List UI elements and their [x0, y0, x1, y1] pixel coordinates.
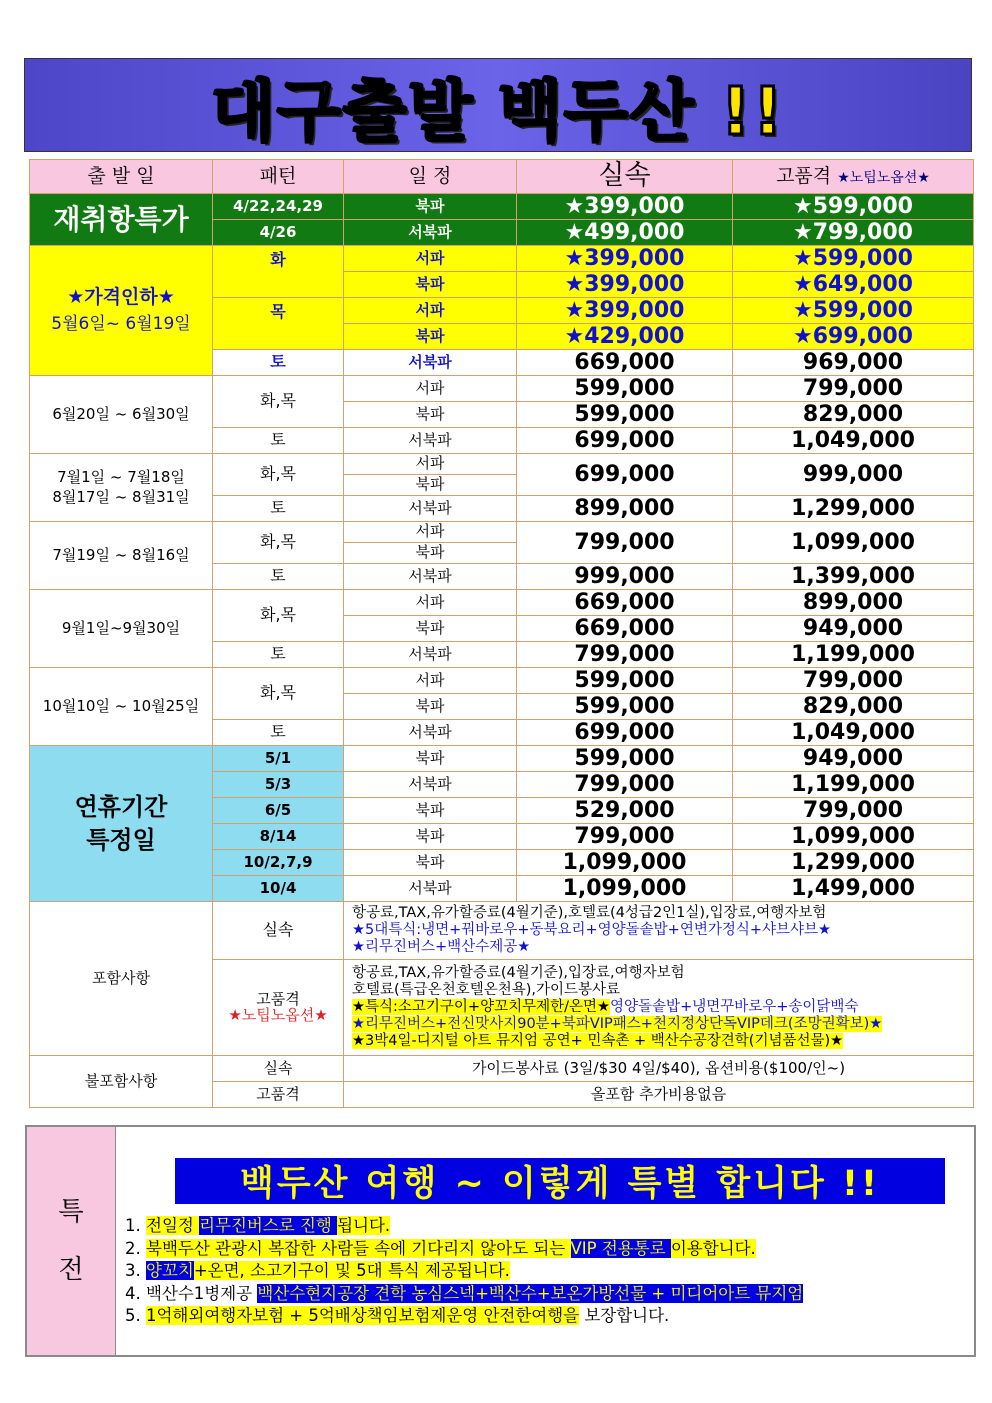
premium-price-cell: 799,000: [733, 668, 974, 694]
period-label: 10월10일 ~ 10월25일: [30, 668, 213, 746]
included-label: 포함사항: [30, 902, 213, 1056]
pattern-cell: 6/5: [213, 798, 344, 824]
premium-price-cell: 799,000: [733, 798, 974, 824]
route-cell: 서파: [344, 246, 517, 272]
standard-price-cell: 529,000: [517, 798, 733, 824]
header-premium-note: ★노팁노옵션★: [837, 169, 930, 186]
list-highlight: 이용합니다.: [670, 1238, 756, 1258]
banner-title-departure: 대구출발: [211, 72, 475, 150]
route-cell: 서북파: [344, 876, 517, 902]
standard-price-cell: 669,000: [517, 590, 733, 616]
benefits-side-char: 전: [58, 1255, 84, 1285]
table-row: [30, 1056, 974, 1082]
premium-price-cell: 949,000: [733, 746, 974, 772]
standard-price-cell: ★399,000: [517, 272, 733, 298]
benefits-side-label: [27, 1127, 116, 1355]
header-departure: 출 발 일: [30, 160, 213, 194]
premium-price-cell: 1,099,000: [733, 522, 974, 564]
excluded-label: 불포함사항: [30, 1056, 213, 1108]
route-cell: 서북파: [344, 220, 517, 246]
pattern-cell: 10/2,7,9: [213, 850, 344, 876]
header-pattern: 패턴: [213, 160, 344, 194]
special-price-label: 재취항특가: [30, 194, 213, 246]
standard-price-cell: ★499,000: [517, 220, 733, 246]
list-text: 2.: [125, 1238, 146, 1258]
route-cell: 서북파: [344, 496, 517, 522]
included-highlight: ★리무진버스+전신맛사지90분+북파VIP패스+천지정상단독VIP데크(조망권확보)★: [352, 1016, 883, 1033]
standard-price-cell: 599,000: [517, 402, 733, 428]
excluded-premium-text: 올포함 추가비용없음: [344, 1082, 974, 1108]
table-row: [30, 454, 974, 475]
table-row: [30, 668, 974, 694]
route-cell: 서북파: [344, 564, 517, 590]
route-cell: 북파: [344, 746, 517, 772]
list-highlight: VIP 전용통로: [570, 1238, 671, 1258]
pattern-cell: 10/4: [213, 876, 344, 902]
included-line: [352, 1016, 965, 1033]
premium-price-cell: 829,000: [733, 694, 974, 720]
list-text: 5.: [125, 1306, 146, 1325]
premium-price-cell: 1,399,000: [733, 564, 974, 590]
route-cell: 북파: [344, 402, 517, 428]
list-highlight: 전일정: [146, 1216, 200, 1235]
banner-title-destination: 백두산 !!: [498, 72, 785, 150]
list-highlight: 리무진버스로 진행: [199, 1216, 338, 1235]
included-line: [352, 999, 965, 1016]
list-highlight: 북백두산 관광시 복잡한 사람들 속에 기다리지 않아도 되는: [146, 1238, 571, 1258]
table-row: [30, 590, 974, 616]
pattern-cell: 화,목: [213, 376, 344, 428]
excluded-standard-text: 가이드봉사료 (3일/$30 4일/$40), 옵션비용($100/인~): [344, 1056, 974, 1082]
pattern-cell: 화,목: [213, 668, 344, 720]
list-highlight: 백산수현지공장 견학 농심스넥+백산수+보온가방선물 + 미디어아트 뮤지엄: [257, 1283, 804, 1303]
header-itinerary: 일 정: [344, 160, 517, 194]
benefits-list: [125, 1215, 970, 1328]
benefits-side-char: 특: [58, 1197, 84, 1227]
standard-price-cell: ★399,000: [517, 246, 733, 272]
period-label: 7월19일 ~ 8월16일: [30, 522, 213, 590]
list-item: [125, 1305, 970, 1328]
pattern-cell: 4/22,24,29: [213, 194, 344, 220]
route-cell: 서북파: [344, 772, 517, 798]
standard-price-cell: 799,000: [517, 642, 733, 668]
included-text: 영양돌솥밥+냉면꾸바로우+송이닭백숙: [610, 998, 859, 1015]
premium-price-cell: ★799,000: [733, 220, 974, 246]
route-cell: 서파: [344, 376, 517, 402]
route-cell: 북파: [344, 194, 517, 220]
standard-price-cell: 1,099,000: [517, 850, 733, 876]
table-row: [30, 902, 974, 960]
route-cell: 서북파: [344, 350, 517, 376]
period-label: 6월20일 ~ 6월30일: [30, 376, 213, 454]
route-cell: 북파: [344, 850, 517, 876]
pattern-cell: 토: [213, 350, 344, 376]
standard-price-cell: 599,000: [517, 694, 733, 720]
discount-period-label: [30, 246, 213, 376]
holiday-label-line: 연휴기간: [74, 793, 168, 822]
list-text: 1.: [125, 1216, 146, 1235]
list-item: [125, 1283, 970, 1306]
included-line: 항공료,TAX,유가할증료(4월기준),호텔료(4성급2인1실),입장료,여행자보험: [352, 904, 827, 921]
route-cell: 북파: [344, 798, 517, 824]
standard-price-cell: 799,000: [517, 522, 733, 564]
header-premium: [733, 160, 974, 194]
period-label: [30, 454, 213, 522]
header-premium-label: 고품격: [776, 164, 832, 187]
route-cell: 북파: [344, 475, 517, 496]
pattern-cell: 토: [213, 564, 344, 590]
pattern-cell: 화,목: [213, 522, 344, 564]
premium-price-cell: 1,199,000: [733, 772, 974, 798]
list-text: 4. 백산수1병제공: [125, 1283, 258, 1303]
premium-price-cell: 949,000: [733, 616, 974, 642]
list-highlight: +온면, 소고기구이 및 5대 특식 제공됩니다.: [193, 1261, 510, 1280]
table-row: [30, 376, 974, 402]
premium-price-cell: 799,000: [733, 376, 974, 402]
pattern-cell: 8/14: [213, 824, 344, 850]
table-row: [30, 194, 974, 220]
included-premium-label: [213, 960, 344, 1056]
price-table: [29, 159, 974, 1108]
standard-price-cell: 599,000: [517, 376, 733, 402]
premium-price-cell: ★599,000: [733, 298, 974, 324]
standard-price-cell: ★429,000: [517, 324, 733, 350]
included-standard-details: [344, 902, 974, 960]
standard-price-cell: ★399,000: [517, 298, 733, 324]
route-cell: 서파: [344, 590, 517, 616]
standard-price-cell: 799,000: [517, 772, 733, 798]
route-cell: 서파: [344, 668, 517, 694]
standard-price-cell: 1,099,000: [517, 876, 733, 902]
table-row: [30, 246, 974, 272]
premium-price-cell: 1,499,000: [733, 876, 974, 902]
holiday-label-line: 특정일: [86, 825, 156, 854]
premium-price-cell: 1,299,000: [733, 850, 974, 876]
list-highlight: 양꼬치: [146, 1261, 194, 1280]
route-cell: 서북파: [344, 720, 517, 746]
list-highlight: 1억해외여행자보험 + 5억배상책임보험제운영 안전한여행을: [146, 1306, 580, 1325]
standard-price-cell: 599,000: [517, 746, 733, 772]
premium-price-cell: ★649,000: [733, 272, 974, 298]
included-highlight: ★3박4일-디지털 아트 뮤지엄 공연+ 민속촌 + 백산수공장견학(기념품선물)★: [352, 1033, 844, 1050]
included-line: 항공료,TAX,유가할증료(4월기준),입장료,여행자보험: [352, 964, 685, 981]
included-standard-label: 실속: [213, 902, 344, 960]
discount-dates: 5월6일~ 6월19일: [51, 313, 191, 334]
holiday-label: [30, 746, 213, 902]
included-line: ★리무진버스+백산수제공★: [352, 939, 531, 956]
list-item: [125, 1215, 970, 1238]
pattern-cell: 토: [213, 642, 344, 668]
list-item: [125, 1238, 970, 1261]
included-premium-note: ★노팁노옵션★: [228, 1005, 328, 1024]
premium-price-cell: 999,000: [733, 454, 974, 496]
period-label: 9월1일~9월30일: [30, 590, 213, 668]
premium-price-cell: 829,000: [733, 402, 974, 428]
special-benefits-box: [25, 1125, 976, 1357]
route-cell: 북파: [344, 694, 517, 720]
standard-price-cell: 899,000: [517, 496, 733, 522]
route-cell: 북파: [344, 824, 517, 850]
premium-price-cell: ★599,000: [733, 194, 974, 220]
premium-price-cell: 1,199,000: [733, 642, 974, 668]
pattern-cell: 5/1: [213, 746, 344, 772]
pattern-cell: 화: [213, 246, 344, 298]
pattern-cell: 토: [213, 428, 344, 454]
standard-price-cell: 669,000: [517, 616, 733, 642]
premium-price-cell: 1,049,000: [733, 428, 974, 454]
title-banner: [24, 58, 972, 152]
route-cell: 북파: [344, 543, 517, 564]
list-text: 3.: [125, 1261, 146, 1280]
standard-price-cell: 699,000: [517, 720, 733, 746]
route-cell: 북파: [344, 272, 517, 298]
pattern-cell: 5/3: [213, 772, 344, 798]
discount-title: ★가격인하★: [67, 285, 175, 308]
standard-price-cell: 699,000: [517, 428, 733, 454]
period-label-line: 7월1일 ~ 7월18일: [57, 467, 185, 486]
included-line: [352, 1033, 965, 1050]
route-cell: 서북파: [344, 642, 517, 668]
standard-price-cell: 999,000: [517, 564, 733, 590]
premium-price-cell: ★699,000: [733, 324, 974, 350]
premium-price-cell: 899,000: [733, 590, 974, 616]
premium-price-cell: 1,049,000: [733, 720, 974, 746]
premium-price-cell: 1,099,000: [733, 824, 974, 850]
pattern-cell: 토: [213, 496, 344, 522]
route-cell: 서파: [344, 298, 517, 324]
included-premium-details: [344, 960, 974, 1056]
standard-price-cell: ★399,000: [517, 194, 733, 220]
premium-price-cell: 1,299,000: [733, 496, 974, 522]
premium-price-cell: ★599,000: [733, 246, 974, 272]
header-standard: 실속: [517, 160, 733, 194]
pattern-cell: 화,목: [213, 590, 344, 642]
route-cell: 북파: [344, 616, 517, 642]
list-highlight: 됩니다.: [337, 1216, 391, 1235]
excluded-premium-label: 고품격: [213, 1082, 344, 1108]
included-highlight: ★특식:소고기구이+양꼬치무제한/온면★: [352, 998, 611, 1015]
period-label-line: 8월17일 ~ 8월31일: [52, 487, 190, 506]
list-item: [125, 1260, 970, 1283]
pattern-cell: 목: [213, 298, 344, 350]
standard-price-cell: 699,000: [517, 454, 733, 496]
route-cell: 서파: [344, 454, 517, 475]
standard-price-cell: 799,000: [517, 824, 733, 850]
route-cell: 서파: [344, 522, 517, 543]
table-row: [30, 522, 974, 543]
benefits-title: 백두산 여행 ~ 이렇게 특별 합니다 !!: [175, 1158, 945, 1204]
standard-price-cell: 599,000: [517, 668, 733, 694]
included-line: ★5대특식:냉면+꿔바로우+동북요리+영양돌솥밥+연변가정식+샤브샤브★: [352, 921, 832, 938]
route-cell: 서북파: [344, 428, 517, 454]
table-header-row: [30, 160, 974, 194]
included-premium-label-text: 고품격: [256, 989, 300, 1008]
excluded-standard-label: 실속: [213, 1056, 344, 1082]
standard-price-cell: 669,000: [517, 350, 733, 376]
pattern-cell: 화,목: [213, 454, 344, 496]
pattern-cell: 토: [213, 720, 344, 746]
table-row: [30, 746, 974, 772]
pattern-cell: 4/26: [213, 220, 344, 246]
route-cell: 북파: [344, 324, 517, 350]
list-text: 보장합니다.: [579, 1306, 670, 1325]
included-line: 호텔료(특급온천호텔온천욕),가이드봉사료: [352, 981, 621, 998]
premium-price-cell: 969,000: [733, 350, 974, 376]
